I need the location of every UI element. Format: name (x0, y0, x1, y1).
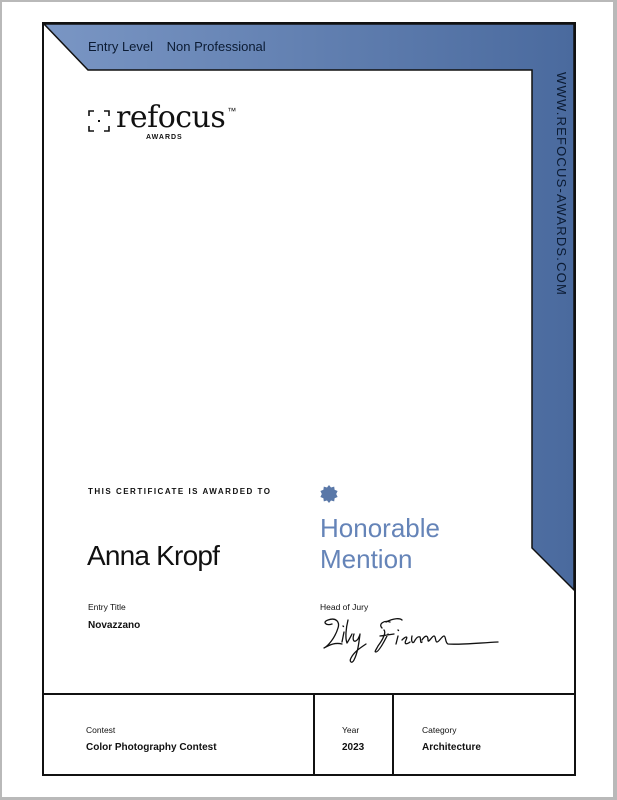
entry-title-value: Novazzano (88, 620, 141, 631)
category-label: Category (422, 725, 457, 735)
entry-level-label: Entry Level (88, 39, 154, 54)
category-value: Architecture (422, 742, 481, 753)
year-value: 2023 (342, 742, 365, 753)
footer-info-row (42, 693, 576, 776)
entry-level (88, 39, 266, 54)
footer-divider (392, 695, 394, 776)
logo-subtitle: AWARDS (146, 134, 183, 141)
focus-bracket-icon (88, 110, 110, 132)
award-title-line1: Honorable (320, 513, 440, 543)
logo-wordmark: refocus ™ (116, 100, 236, 135)
award-seal-icon (319, 484, 339, 504)
entry-title-label: Entry Title (88, 602, 126, 612)
entry-level-value: Non Professional (166, 39, 266, 54)
footer-divider (313, 695, 315, 776)
award-title-line2: Mention (320, 544, 413, 574)
recipient-name: Anna Kropf (87, 540, 220, 571)
contest-label: Contest (86, 725, 116, 735)
award-title (320, 513, 440, 575)
year-label: Year (342, 725, 360, 735)
website-url: WWW.REFOCUS-AWARDS.COM (554, 72, 569, 297)
head-of-jury-label: Head of Jury (320, 602, 369, 612)
contest-value: Color Photography Contest (86, 742, 217, 753)
awarded-to-label: THIS CERTIFICATE IS AWARDED TO (88, 487, 272, 496)
signature (318, 612, 503, 667)
